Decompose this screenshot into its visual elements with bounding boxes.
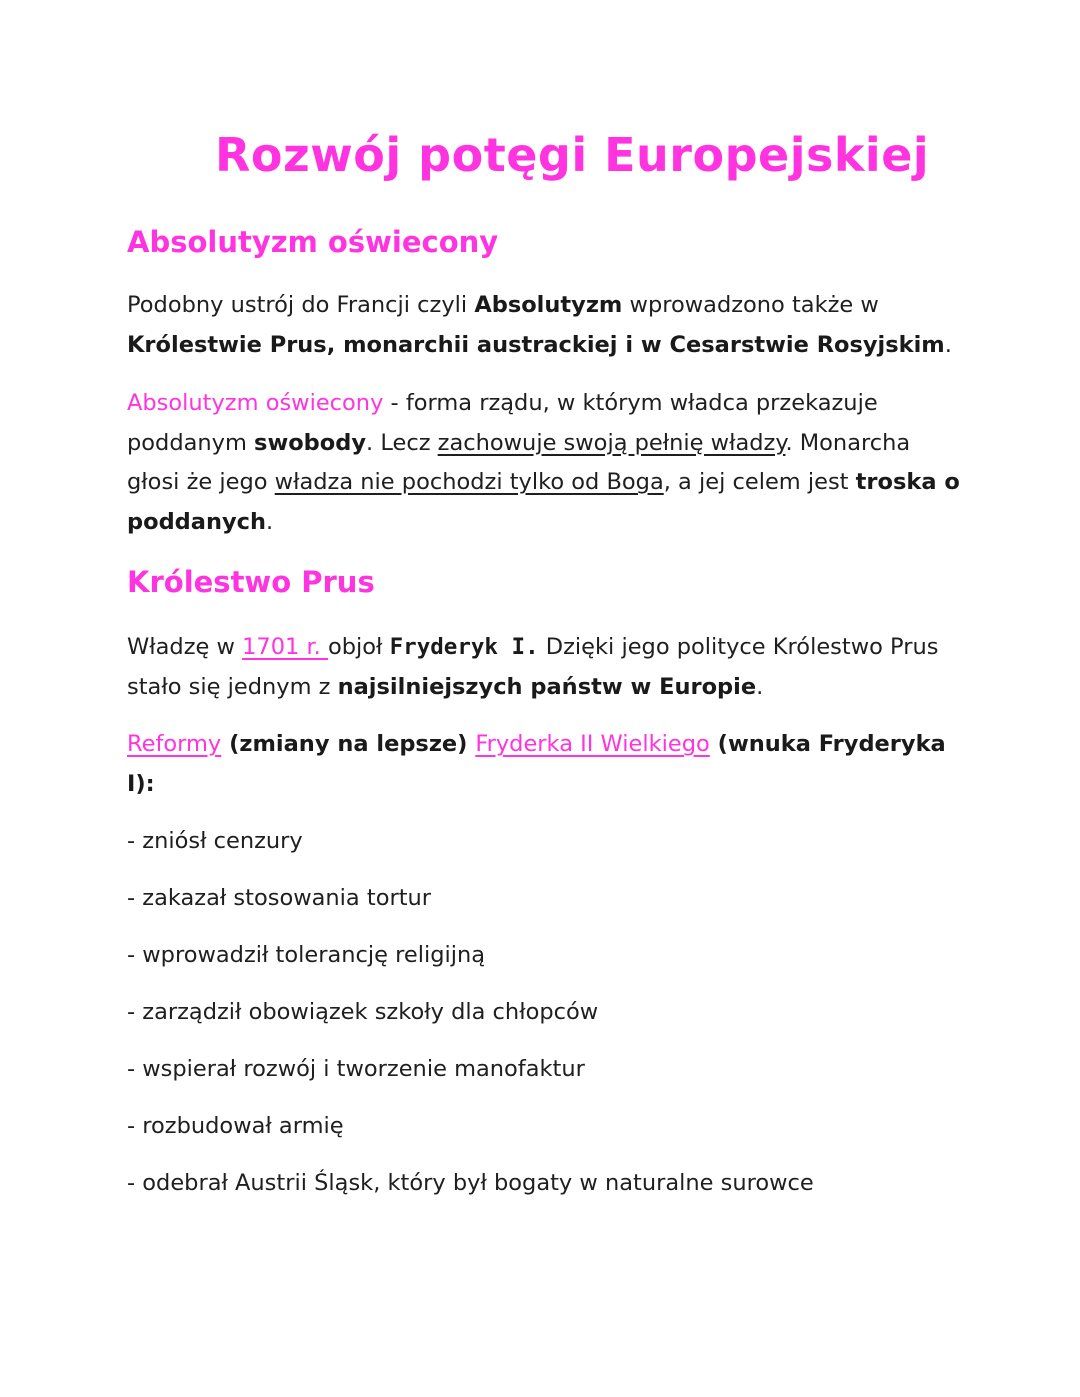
bold-term: troska o poddanych (127, 469, 960, 535)
text-run: wprowadzono także w (622, 292, 879, 318)
paragraph-prussia-intro (127, 628, 967, 707)
list-item: - wspierał rozwój i tworzenie manofaktur (127, 1056, 585, 1082)
date-link[interactable]: 1701 r. (242, 634, 328, 660)
bold-text: (wnuka Fryderyka I): (127, 731, 946, 797)
text-run: . (944, 331, 952, 358)
frederick-link[interactable]: Fryderka II Wielkiego (475, 731, 710, 757)
bold-name: Fryderyk I. (389, 634, 539, 660)
text-run: Dzięki jego polityce Królestwo Prus stało się jednym z (127, 634, 939, 700)
text-run: - forma rządu, w którym władca przekazuje poddanym (127, 390, 878, 456)
underlined-phrase: władza nie pochodzi tylko od Boga (274, 469, 664, 495)
text-run: Władzę w (127, 634, 243, 660)
reforms-link[interactable]: Reformy (127, 731, 222, 757)
bold-phrase: najsilniejszych państw w Europie (337, 673, 757, 700)
list-item: - zniósł cenzury (127, 828, 303, 854)
list-item: - rozbudował armię (127, 1113, 344, 1139)
list-item: - odebrał Austrii Śląsk, który był bogaty w naturalne surowce (127, 1170, 814, 1196)
paragraph-reforms-heading (127, 725, 967, 804)
page-title: Rozwój potęgi Europejskiej (215, 128, 930, 182)
list-item: - zakazał stosowania tortur (127, 885, 432, 911)
text-run: , a jej celem jest (663, 469, 856, 495)
list-item: - zarządził obowiązek szkoły dla chłopców (127, 999, 599, 1025)
list-item: - wprowadził tolerancję religijną (127, 942, 486, 968)
definition-term: Absolutyzm oświecony (127, 390, 384, 416)
text-run: objoł (327, 634, 390, 660)
bold-term: swobody (254, 429, 367, 456)
text-run: . Lecz (366, 429, 438, 456)
underlined-phrase: zachowuje swoją pełnię władzy (437, 429, 786, 456)
section-heading-absolutism: Absolutyzm oświecony (127, 225, 499, 259)
text-run: Podobny ustrój do Francji czyli (127, 292, 475, 318)
paragraph-absolutism-intro (127, 286, 967, 365)
bold-text: (zmiany na lepsze) (221, 731, 476, 757)
bold-term: Absolutyzm (474, 292, 623, 318)
text-run: . (266, 508, 274, 535)
paragraph-absolutism-definition (127, 384, 967, 542)
text-run: . (756, 673, 764, 700)
text-run: . Monarcha głosi że jego (127, 429, 911, 495)
section-heading-prussia: Królestwo Prus (127, 565, 375, 599)
bold-countries: Królestwie Prus, monarchii austrackiej i w Cesarstwie Rosyjskim (127, 331, 945, 358)
